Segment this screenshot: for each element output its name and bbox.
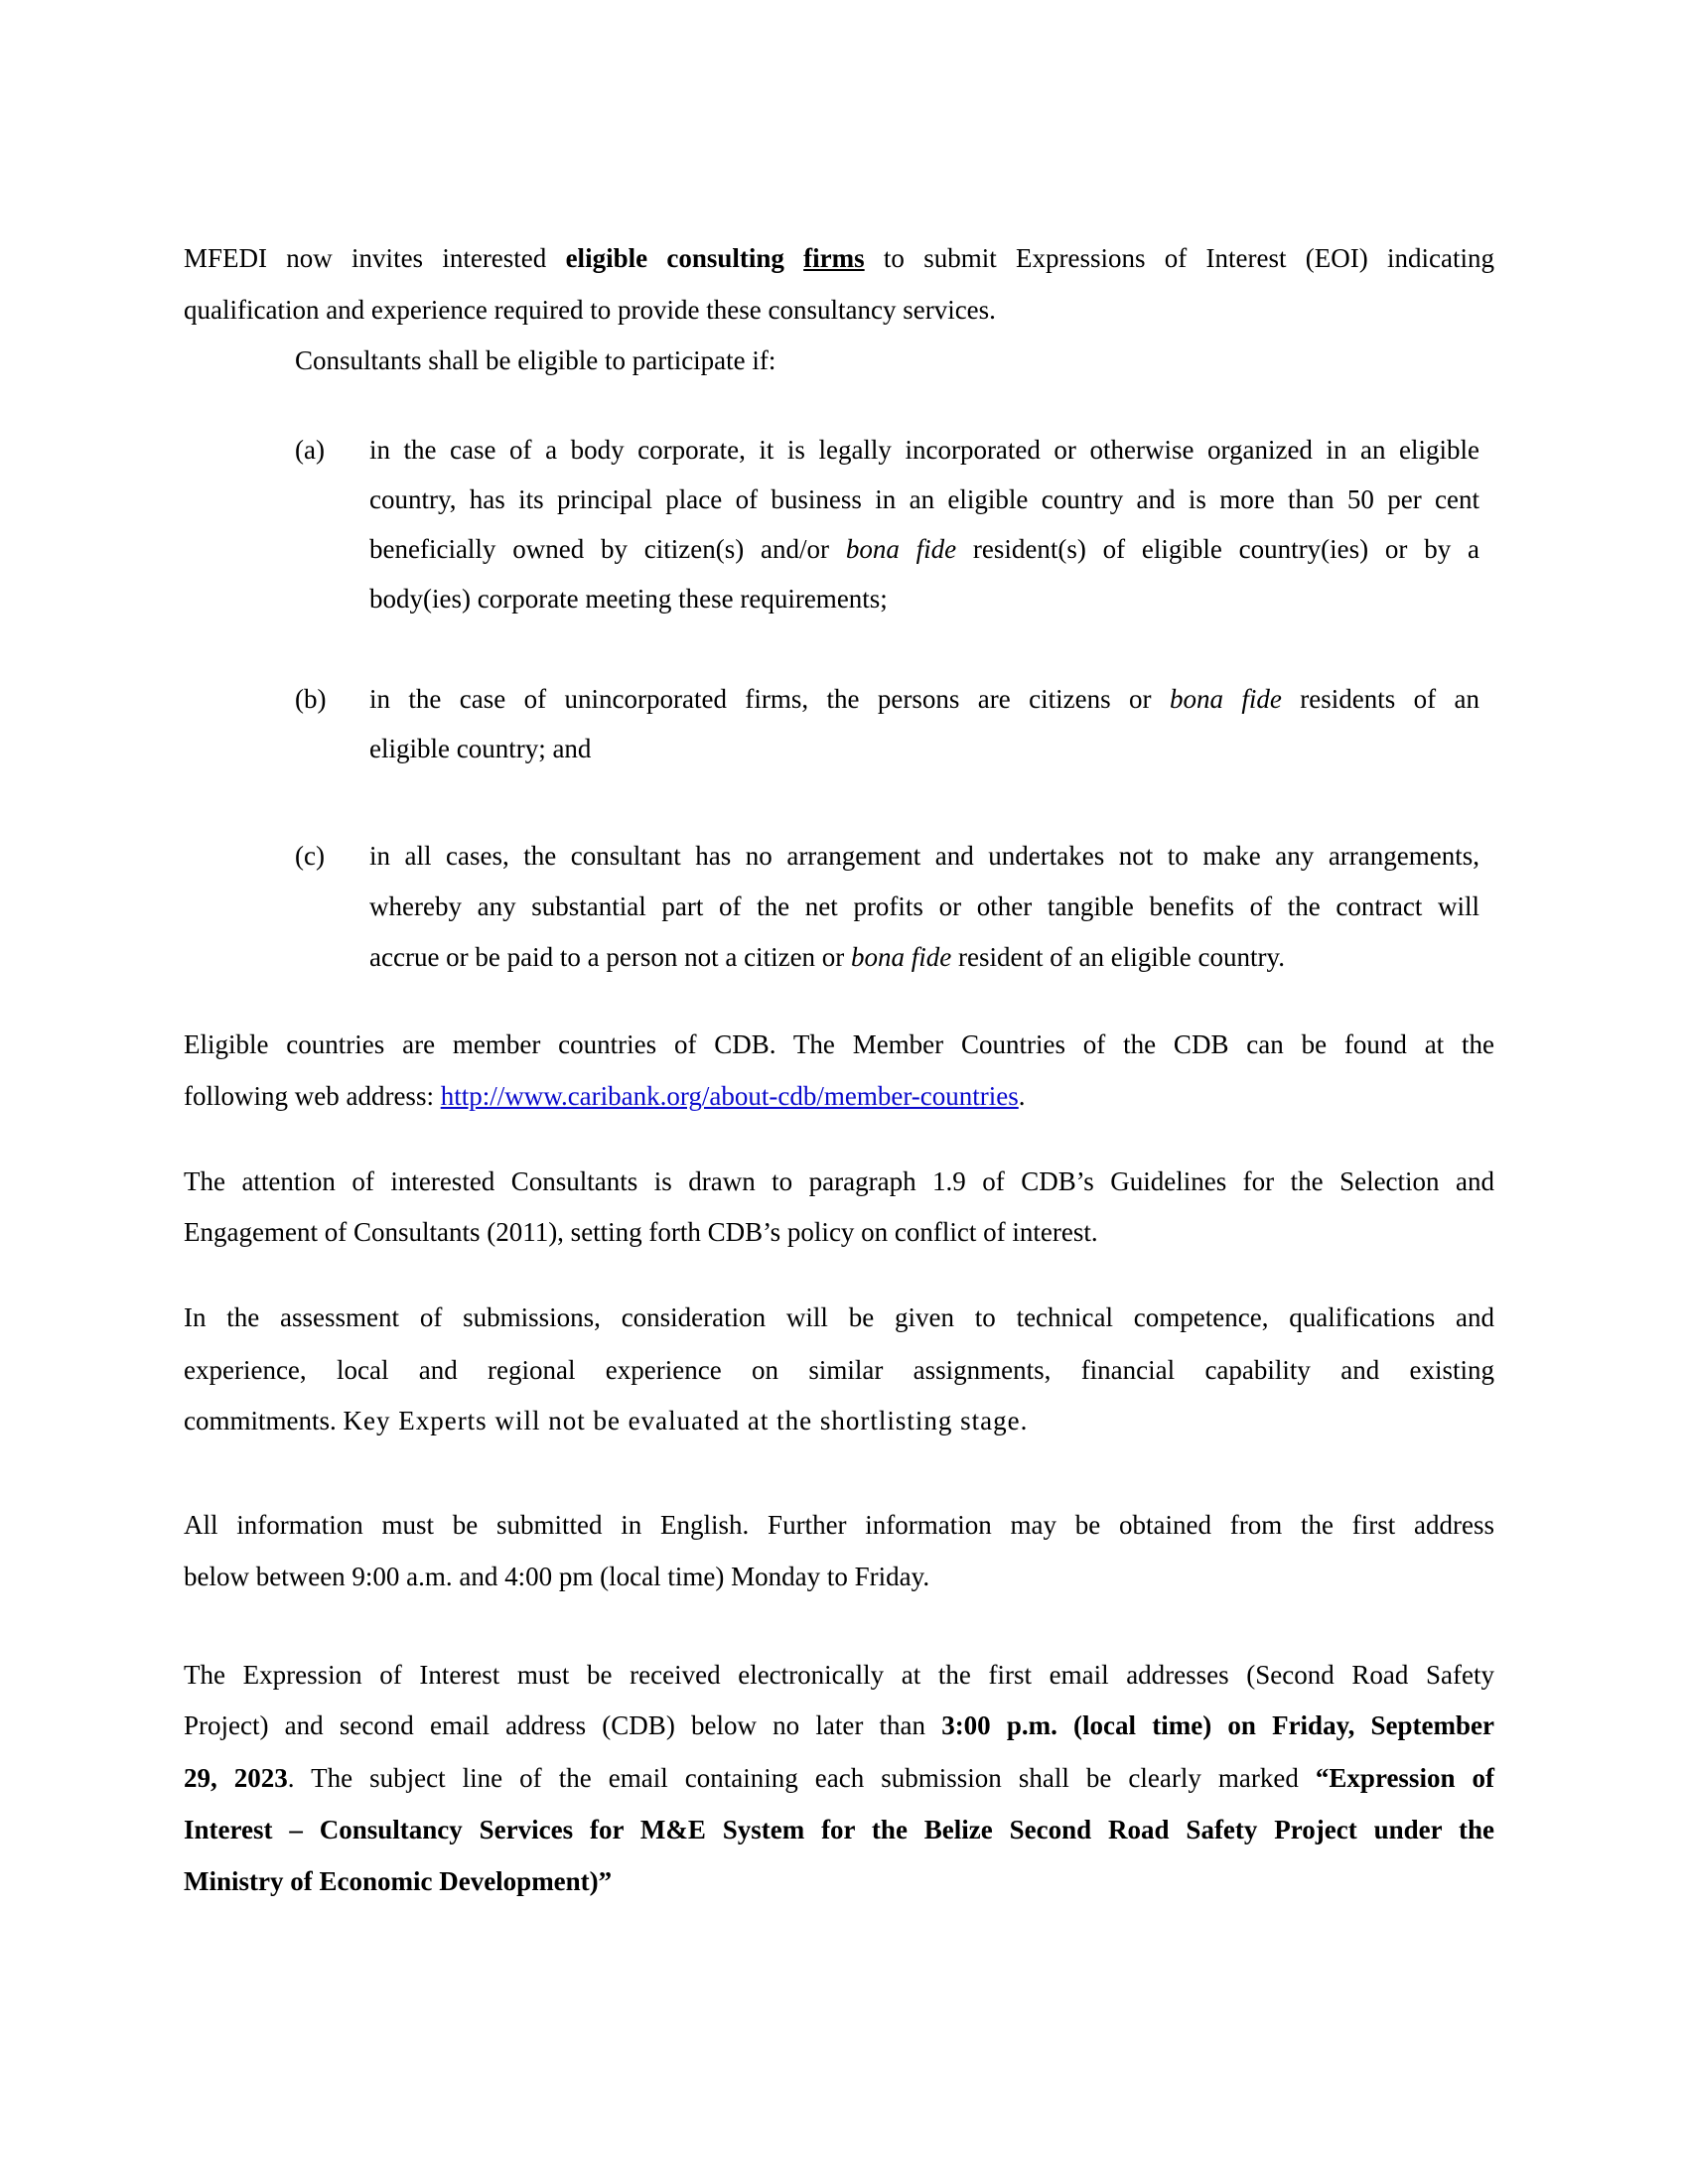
eligible-countries-line-2 (184, 1076, 1494, 1116)
text: accrue or be paid to a person not a citizen or (369, 942, 852, 972)
criterion-b-line (369, 679, 1479, 719)
conflict-line-1: The attention of interested Consultants is drawn to paragraph 1.9 of CDB’s Guidelines for the Selection and (184, 1166, 1494, 1196)
criterion-a-line: in the case of a body corporate, it is legally incorporated or otherwise organized in an eligible (369, 435, 1479, 465)
text: Project) and second email address (CDB) below no later than (184, 1710, 942, 1740)
criterion-b-line: eligible country; and (369, 734, 592, 763)
criterion-a-line: country, has its principal place of business in an eligible country and is more than 50 per cent (369, 484, 1479, 514)
criterion-a-line (369, 529, 1479, 569)
assessment-line-3 (184, 1401, 1494, 1440)
criterion-label-c: (c) (295, 841, 325, 871)
criterion-c-line (369, 937, 1479, 977)
eligibility-lead: Consultants shall be eligible to participate if: (295, 345, 776, 375)
deadline-date-bold: 29, 2023 (184, 1763, 288, 1793)
conflict-line-2: Engagement of Consultants (2011), setting forth CDB’s policy on conflict of interest. (184, 1217, 1098, 1247)
bona-fide-italic: bona fide (851, 942, 952, 972)
bona-fide-italic: bona fide (845, 534, 957, 564)
text: following web address: (184, 1081, 441, 1111)
criterion-label-b: (b) (295, 684, 327, 714)
criterion-c-line: whereby any substantial part of the net profits or other tangible benefits of the contract will (369, 891, 1479, 921)
submission-line-3 (184, 1758, 1494, 1798)
text: resident of an eligible country. (951, 942, 1285, 972)
submission-line-5: Ministry of Economic Development)” (184, 1866, 613, 1896)
subject-line-bold: “Expression of (1315, 1763, 1494, 1793)
text: . The subject line of the email containing each submission shall be clearly marked (287, 1763, 1316, 1793)
intro-line-1 (184, 238, 1494, 278)
intro-text: to submit Expressions of Interest (EOI) indicating (864, 243, 1494, 273)
intro-text: MFEDI now invites interested (184, 243, 566, 273)
text: beneficially owned by citizen(s) and/or (369, 534, 846, 564)
eligible-countries-line-1: Eligible countries are member countries of CDB. The Member Countries of the CDB can be found at the (184, 1029, 1494, 1059)
language-line-1: All information must be submitted in English. Further information may be obtained from the first address (184, 1510, 1494, 1540)
bona-fide-italic: bona fide (1169, 684, 1282, 714)
criterion-c-line: in all cases, the consultant has no arrangement and undertakes not to make any arrangements, (369, 841, 1479, 871)
language-line-2: below between 9:00 a.m. and 4:00 pm (local time) Monday to Friday. (184, 1562, 930, 1591)
submission-line-4: Interest – Consultancy Services for M&E System for the Belize Second Road Safety Project under the (184, 1815, 1494, 1844)
eligible-consulting-bold: eligible consulting (565, 243, 804, 273)
intro-line-2: qualification and experience required to provide these consultancy services. (184, 295, 996, 325)
submission-line-2 (184, 1706, 1494, 1745)
text: . (1018, 1081, 1026, 1111)
assessment-line-1: In the assessment of submissions, consideration will be given to technical competence, qualifications and (184, 1302, 1494, 1332)
text: commitments. (184, 1406, 344, 1435)
firms-bold-underline: firms (803, 243, 865, 273)
text: resident(s) of eligible country(ies) or by a (956, 534, 1479, 564)
criterion-a-line: body(ies) corporate meeting these requirements; (369, 584, 888, 614)
text: residents of an (1281, 684, 1479, 714)
text: in the case of unincorporated firms, the persons are citizens or (369, 684, 1170, 714)
criterion-label-a: (a) (295, 435, 325, 465)
submission-line-1: The Expression of Interest must be received electronically at the first email addresses (Second Road Safety (184, 1660, 1494, 1690)
assessment-line-2: experience, local and regional experience on similar assignments, financial capability and existing (184, 1355, 1494, 1385)
key-experts-text: Key Experts will not be evaluated at the shortlisting stage. (343, 1406, 1029, 1435)
deadline-bold: 3:00 p.m. (local time) on Friday, September (941, 1710, 1494, 1740)
member-countries-link[interactable]: http://www.caribank.org/about-cdb/member-countries (440, 1081, 1019, 1111)
